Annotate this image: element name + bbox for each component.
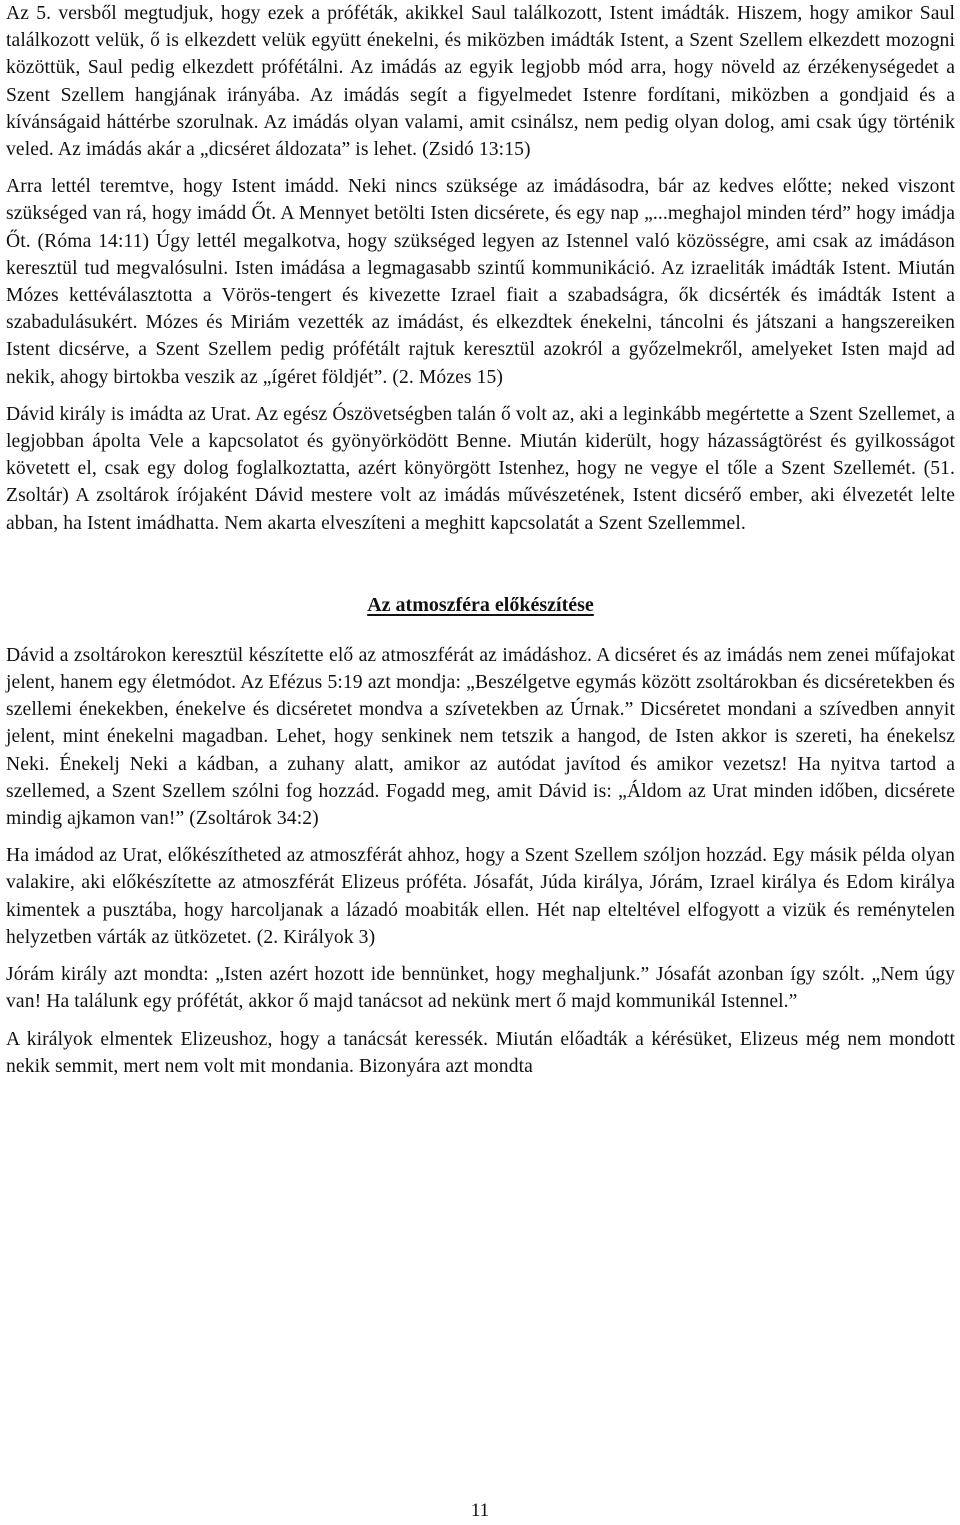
paragraph: Az 5. versből megtudjuk, hogy ezek a próféták, akikkel Saul találkozott, Istent imádták. Hiszem, hogy amikor Saul találkozott velük, ő is elkezdett velük együtt énekelni, és miközben imádták Istent, a Szent Szellem elkezdett mozogni közöttük, Saul pedig elkezdett prófétálni. Az imádás az egyik legjobb mód arra, hogy növeld az érzékenységedet a Szent Szellem hangjának irányába. Az imádás segít a figyelmedet Istenre fordítani, miközben a gondjaid és a kívánságaid háttérbe szorulnak. Az imádás olyan valami, amit csinálsz, nem pedig olyan dolog, ami csak úgy történik veled. Az imádás akár a „dicséret áldozata” is lehet. (Zsidó 13:15) xyxy=(6,3,955,161)
paragraph: Dávid király is imádta az Urat. Az egész Ószövetségben talán ő volt az, aki a leginkább megértette a Szent Szellemet, a legjobban ápolta Vele a kapcsolatot és gyönyörködött Benne. Miután kiderült, hogy házasságtörést és gyilkosságot követett el, csak egy dolog foglalkoztatta, azért könyörgött Istenhez, hogy ne vegye el tőle a Szent Szellemét. (51. Zsoltár) A zsoltárok írójaként Dávid mestere volt az imádás művészetének, Istent dicsérő ember, aki élvezetét lelte abban, ha Istent imádhatta. Nem akarta elveszíteni a meghitt kapcsolatát a Szent Szellemmel. xyxy=(6,403,955,534)
paragraph: Ha imádod az Urat, előkészítheted az atmoszférát ahhoz, hogy a Szent Szellem szóljon hozzád. Egy másik példa olyan valakire, aki előkészítette az atmoszférát Elizeus próféta. Jósafát, Júda királya, Jórám, Izrael királya és Edom királya kimentek a pusztába, hogy harcoljanak a lázadó moabiták ellen. Hét nap elteltével elfogyott a vizük és reménytelen helyzetben várták az ütközetet. (2. Királyok 3) xyxy=(6,845,955,948)
paragraph: Arra lettél teremtve, hogy Istent imádd. Neki nincs szüksége az imádásodra, bár az kedves előtte; neked viszont szükséged van rá, hogy imádd Őt. A Mennyet betölti Isten dicsérete, és egy nap „...meghajol minden térd” hogy imádja Őt. (Róma 14:11) Úgy lettél megalkotva, hogy szükséged legyen az Istennel való közösségre, ami csak az imádáson keresztül tud megvalósulni. Isten imádása a legmagasabb szintű kommunikáció. Az izraeliták imádták Istent. Miután Mózes kettéválasztotta a Vörös-tengert és kivezette Izrael fiait a szabadságra, ők dicsérték és imádták Istent a szabadulásukért. Mózes és Miriám vezették az imádást, és elkezdtek énekelni, táncolni és játszani a hangszereiken Istent dicsérve, a Szent Szellem pedig prófétált rajtuk keresztül azokról a győzelmekről, amelyeket Isten majd ad nekik, ahogy birtokba veszik az „ígéret földjét”. (2. Mózes 15) xyxy=(6,176,955,388)
paragraph: A királyok elmentek Elizeushoz, hogy a tanácsát keressék. Miután előadták a kérésüket, Elizeus még nem mondott nekik semmit, mert nem volt mit mondania. Bizonyára azt mondta xyxy=(6,1028,955,1077)
paragraph: Dávid a zsoltárokon keresztül készítette elő az atmoszférát az imádáshoz. A dicséret és az imádás nem zenei műfajokat jelent, hanem egy életmódot. Az Efézus 5:19 azt mondja: „Beszélgetve egymás között zsoltárokban és dicséretekben és szellemi énekekben, énekelve és dicséretet mondva a szívetekben az Úrnak.” Dicséretet mondani a szívedben annyit jelent, mint énekelni magadban. Lehet, hogy senkinek nem tetszik a hangod, de Isten akkor is szereti, ha énekelsz Neki. Énekelj Neki a kádban, a zuhany alatt, amikor az autódat javítod és amikor vezetsz! Ha nyitva tartod a szellemed, a Szent Szellem szólni fog hozzád. Fogadd meg, amit Dávid is: „Áldom az Urat minden időben, dicsérete mindig ajkamon van!” (Zsoltárok 34:2) xyxy=(6,644,955,830)
paragraph: Jórám király azt mondta: „Isten azért hozott ide bennünket, hogy meghaljunk.” Jósafát azonban így szólt. „Nem úgy van! Ha találunk egy prófétát, akkor ő majd tanácsot ad nekünk mert ő majd kommunikál Istennel.” xyxy=(6,964,955,1013)
section-heading: Az atmoszféra előkészítése xyxy=(367,593,594,616)
page-number: 11 xyxy=(470,1500,490,1521)
document-page xyxy=(6,0,955,1090)
